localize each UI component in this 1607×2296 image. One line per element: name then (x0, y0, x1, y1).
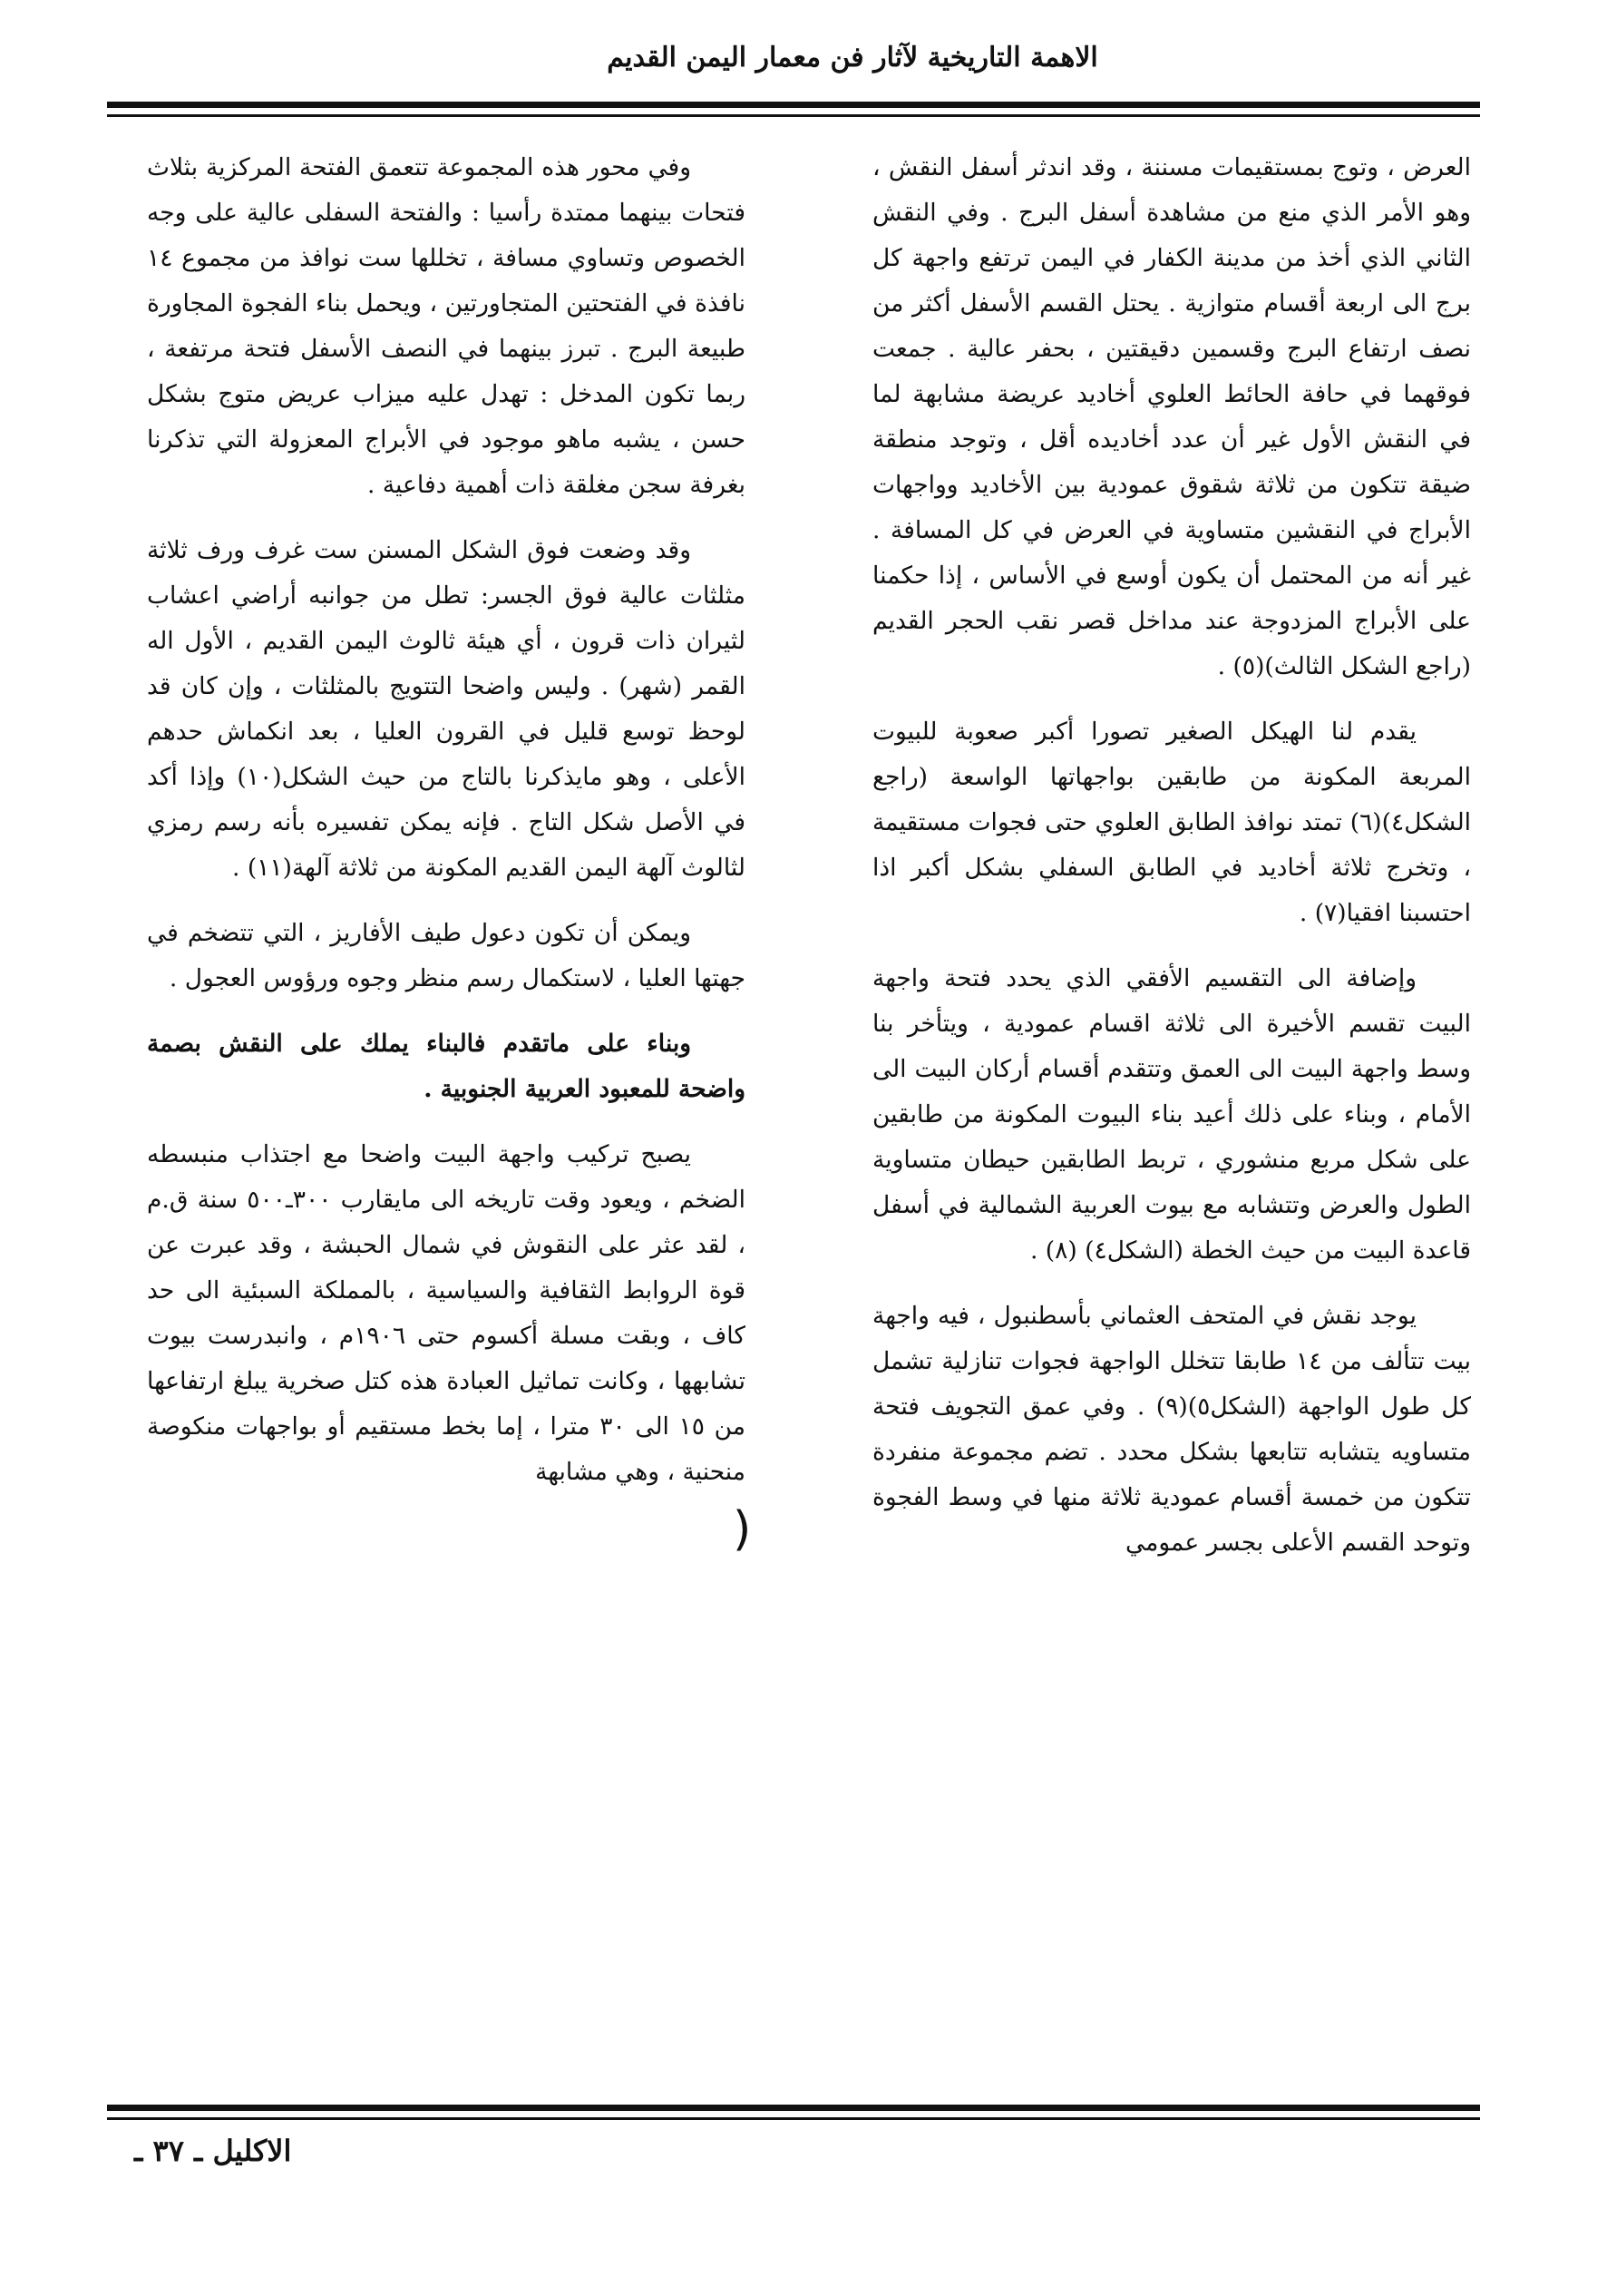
top-rule-thick (107, 102, 1480, 108)
left-paragraph-2: وقد وضعت فوق الشكل المسنن ست غرف ورف ثلاثة مثلثات عالية فوق الجسر: تطل من جوانبه أراضي اعشاب لثيران ذات قرون ، أي هيئة ثالوث اليمن القديم ، الأول اله القمر (شهر) . وليس واضحا التتويج بالمثلثات ، وإن كان قد لوحظ توسع قليل في القرون العليا ، بعد انكماش حدهم الأعلى ، وهو مايذكرنا بالتاج من حيث الشكل(١٠) وإذا أكد في الأصل شكل التاج . فإنه يمكن تفسيره بأنه رسم رمزي لثالوث آلهة اليمن القديم المكونة من ثلاثة آلهة(١١) . (147, 536, 745, 882)
right-paragraph-4: يوجد نقش في المتحف العثماني بأسطنبول ، فيه واجهة بيت تتألف من ١٤ طابقا تتخلل الواجهة فجوات تنازلية تشمل كل طول الواجهة (الشكل٥)(٩) . وفي عمق التجويف فتحة متساويه يتشابه تتابعها بشكل محدد . تضم مجموعة منفردة تتكون من خمسة أقسام عمودية ثلاثة منها في وسط الفجوة وتوحد القسم الأعلى بجسر عمومي (872, 1302, 1471, 1557)
left-paragraph-1: وفي محور هذه المجموعة تتعمق الفتحة المركزية بثلاث فتحات بينهما ممتدة رأسيا : والفتحة السفلى عالية على وجه الخصوص وتساوي مسافة ، تخللها ست نوافذ من مجموع ١٤ نافذة في الفتحتين المتجاورتين ، ويحمل بناء الفجوة المجاورة طبيعة البرج . تبرز بينهما في النصف الأسفل فتحة مرتفعة ، ربما تكون المدخل : تهدل عليه ميزاب عريض متوج بشكل حسن ، يشبه ماهو موجود في الأبراج المعزولة التي تذكرنا بغرفة سجن مغلقة ذات أهمية دفاعية . (147, 153, 745, 499)
right-paragraph-2: يقدم لنا الهيكل الصغير تصورا أكبر صعوبة للبيوت المربعة المكونة من طابقين بواجهاتها الواسعة (راجع الشكل٤)(٦) تمتد نوافذ الطابق العلوي حتى فجوات مستقيمة ، وتخرج ثلاثة أخاديد في الطابق السفلي بشكل أكبر اذا احتسبنا افقيا(٧) . (872, 718, 1471, 927)
top-rule-thin (107, 114, 1480, 117)
right-paragraph-3: وإضافة الى التقسيم الأفقي الذي يحدد فتحة واجهة البيت تقسم الأخيرة الى ثلاثة اقسام عمودية ، ويتأخر بنا وسط واجهة البيت الى العمق وتتقدم أقسام أركان البيت الى الأمام ، وبناء على ذلك أعيد بناء البيوت المكونة من طابقين على شكل مربع منشوري ، تربط الطابقين حيطان متساوية الطول والعرض وتتشابه مع بيوت العربية الشمالية في أسفل قاعدة البيت من حيث الخطة (الشكل٤) (٨) . (872, 964, 1471, 1265)
bottom-rule-thin (107, 2117, 1480, 2120)
running-head: الاهمة التاريخية لآثار فن معمار اليمن القديم (607, 42, 1098, 73)
right-paragraph-1: العرض ، وتوج بمستقيمات مسننة ، وقد اندثر أسفل النقش ، وهو الأمر الذي منع من مشاهدة أسفل البرج . وفي النقش الثاني الذي أخذ من مدينة الكفار في اليمن ترتفع واجهة كل برج الى اربعة أقسام متوازية . يحتل القسم الأسفل أكثر من نصف ارتفاع البرج وقسمين دقيقتين ، بحفر عالية . جمعت فوقهما في حافة الحائط العلوي أخاديد عريضة مشابهة لما في النقش الأول غير أن عدد أخاديده أقل ، وتوجد منطقة ضيقة تتكون من ثلاثة شقوق عمودية بين الأخاديد وواجهات الأبراج في النقشين متساوية في العرض في كل المسافة . غير أنه من المحتمل أن يكون أوسع في الأساس ، إذا حكمنا على الأبراج المزدوجة عند مداخل قصر نقب الحجر القديم (راجع الشكل الثالث)(٥) . (872, 153, 1471, 680)
left-column (147, 145, 745, 2091)
left-paragraph-3: ويمكن أن تكون دعول طيف الأفاريز ، التي تتضخم في جهتها العليا ، لاستكمال رسم منظر وجوه ورؤوس العجول . (147, 919, 745, 992)
left-paragraph-5: يصبح تركيب واجهة البيت واضحا مع اجتذاب منبسطه الضخم ، ويعود وقت تاريخه الى مايقارب ٣٠٠ـ٥٠٠ سنة ق.م ، لقد عثر على النقوش في شمال الحبشة ، وقد عبرت عن قوة الروابط الثقافية والسياسية ، بالمملكة السبئية الى حد كاف ، وبقت مسلة أكسوم حتى ١٩٠٦م ، وانبدرست بيوت تشابهها ، وكانت تماثيل العبادة هذه كتل صخرية يبلغ ارتفاعها من ١٥ الى ٣٠ مترا ، إما بخط مستقيم أو بواجهات منكوصة منحنية ، وهي مشابهة (147, 1140, 745, 1486)
bottom-rule-thick (107, 2105, 1480, 2111)
right-column (872, 145, 1471, 2091)
left-paragraph-4: وبناء على ماتقدم فالبناء يملك على النقش بصمة واضحة للمعبود العربية الجنوبية . (147, 1030, 745, 1103)
page-folio: الاكليل ـ ٣٧ ـ (134, 2134, 292, 2168)
margin-bracket-mark: ( (733, 1502, 752, 1557)
